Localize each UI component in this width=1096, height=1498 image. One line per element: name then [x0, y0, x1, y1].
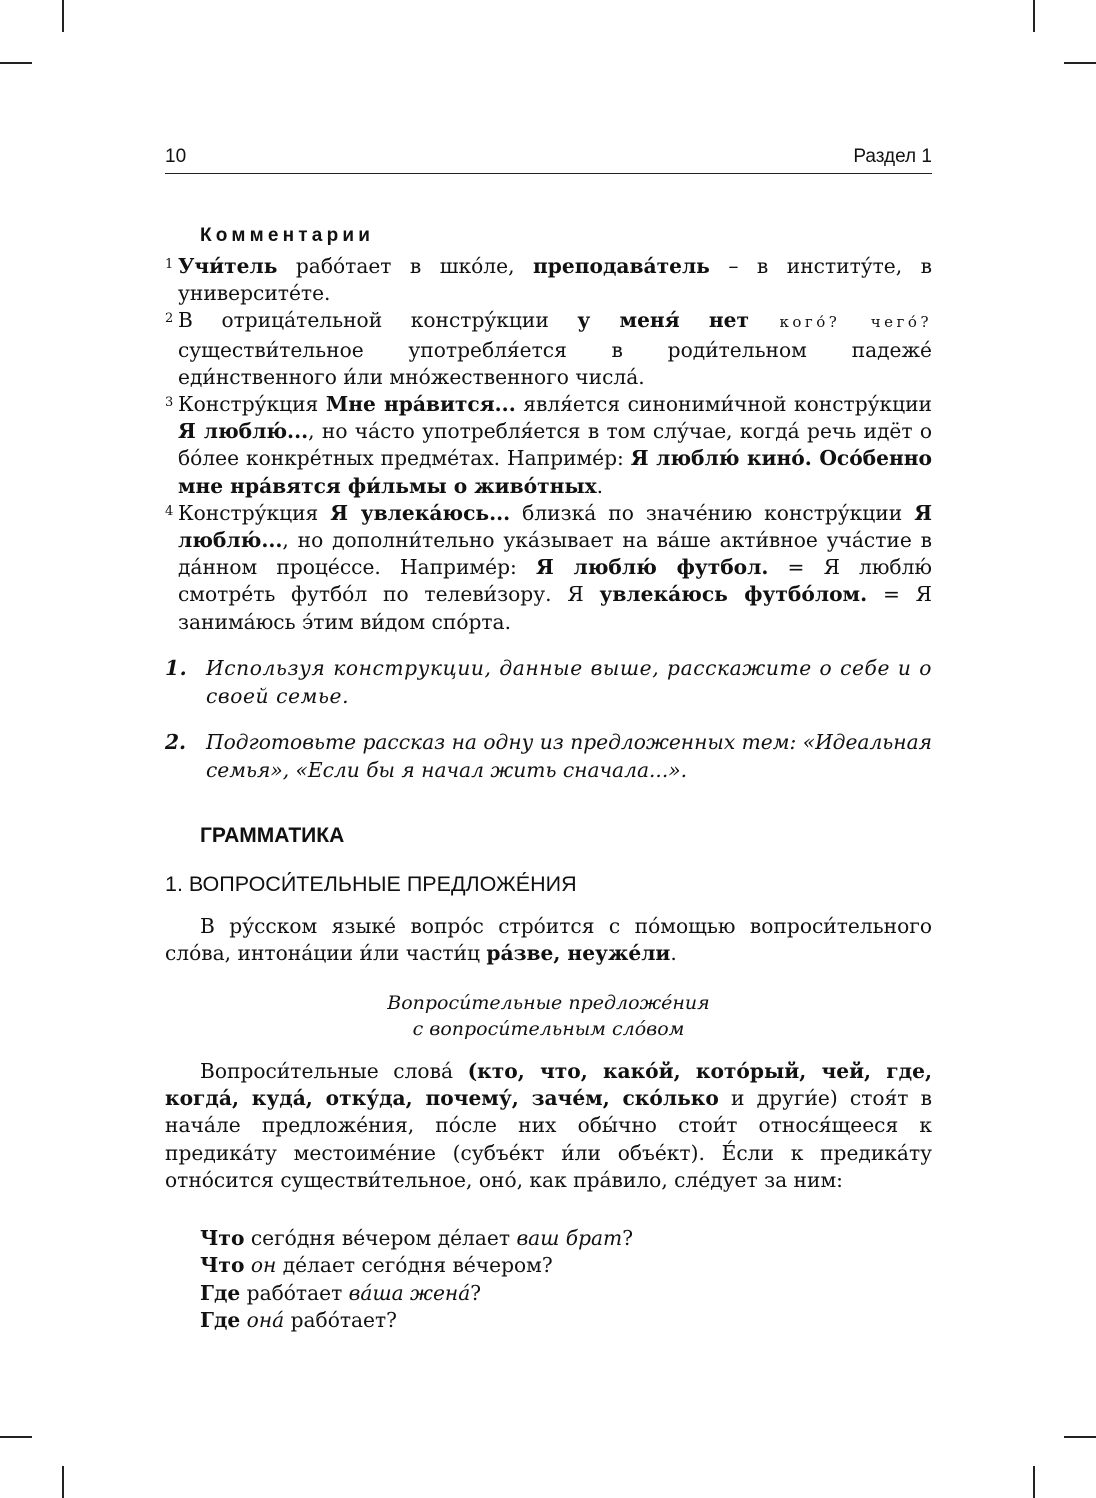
- example-italic: ва́ша жена́: [348, 1280, 471, 1305]
- example-text: рабо́тает: [240, 1280, 349, 1305]
- note-term: Я люблю́ кино́. Осо́бенно мне нра́вятся фи́льмы о живо́тных: [178, 446, 932, 498]
- example-italic: он: [250, 1253, 277, 1278]
- crop-mark: [62, 0, 64, 32]
- examples-list: [200, 1225, 932, 1335]
- note-text: рабо́тает в шко́ле,: [277, 254, 533, 278]
- crop-mark: [0, 62, 32, 64]
- crop-mark: [1064, 1436, 1096, 1438]
- para-text: .: [670, 941, 677, 966]
- note-term: Я люблю́...: [178, 419, 309, 444]
- note-number: 3: [165, 395, 174, 411]
- note-text: явля́ется синоними́чной констру́кции: [515, 392, 933, 417]
- note-spaced-text: кого́? чего́?: [748, 313, 932, 332]
- para-text: Вопроси́тельные слова́: [200, 1058, 468, 1083]
- note-term: у меня́ нет: [577, 308, 749, 333]
- comment-note: [165, 253, 932, 307]
- page-number: 10: [165, 146, 187, 167]
- task-item: [165, 654, 932, 710]
- comments-title: Комментарии: [200, 225, 375, 246]
- crop-mark: [1033, 1466, 1035, 1498]
- example-text: рабо́тает?: [284, 1307, 397, 1332]
- example-italic: она́: [246, 1307, 285, 1332]
- rule-paragraph: [165, 1058, 932, 1195]
- note-text: = Я люблю́ смотре́ть футбо́л по телеви́зору. Я: [178, 555, 932, 607]
- note-term: Я люблю́ футбол.: [535, 555, 769, 580]
- question-word: Где: [200, 1280, 241, 1305]
- example-line: [200, 1225, 932, 1252]
- example-line: [200, 1280, 932, 1307]
- note-text: Констру́кция: [178, 392, 326, 417]
- note-text: Констру́кция: [178, 500, 331, 525]
- question-word: Что: [200, 1253, 245, 1278]
- note-text: В отрица́тельной констру́кции: [178, 308, 578, 333]
- task-text: Подготовьте рассказ на одну из предложенных тем: «Идеальная семья», «Если бы я начал жить сначала...».: [206, 729, 932, 782]
- task-item: [165, 728, 932, 784]
- note-text: , но дополни́тельно ука́зывает на ва́ше акти́вное уча́стие в да́нном проце́ссе. Наприме́р:: [178, 528, 932, 580]
- note-term: Я люблю́...: [178, 500, 932, 553]
- comment-note: [165, 500, 932, 636]
- note-text: близка́ по значе́нию констру́кции: [510, 500, 915, 525]
- page-content: [165, 225, 932, 1334]
- grammar-title: ГРАММАТИКА: [200, 823, 345, 847]
- para-term: (кто, что, како́й, кото́рый, чей, где, когда́, куда́, отку́да, почему́, заче́м, ско́лько: [165, 1058, 932, 1111]
- crop-mark: [62, 1466, 64, 1498]
- question-word: Где: [200, 1307, 241, 1332]
- note-number: 2: [165, 311, 174, 327]
- intro-paragraph: [165, 913, 932, 968]
- note-number: 1: [165, 257, 174, 272]
- para-term: ра́зве, неуже́ли: [486, 941, 671, 966]
- note-text: , но ча́сто употребля́ется в том слу́чае, когда́ речь идёт о бо́лее конкре́тных предме́тах. Наприме́р:: [178, 419, 933, 471]
- crop-mark: [1033, 0, 1035, 32]
- example-text: ?: [470, 1280, 482, 1305]
- crop-mark: [1064, 62, 1096, 64]
- crop-mark: [0, 1436, 32, 1438]
- note-text: = Я занима́юсь э́тим ви́дом спо́рта.: [178, 582, 932, 634]
- example-italic: ваш брат: [516, 1225, 623, 1250]
- note-term: Мне нра́вится...: [325, 392, 516, 417]
- para-text: и други́е) стоя́т в нача́ле предложе́ния, по́сле них обы́чно стои́т относя́щееся к предика́ту местоиме́ние (субъе́кт и́ли объе́кт). Е́сли к предика́ту отно́сится существи́тельное, оно́, как пра́вило, сле́дует за ним:: [165, 1086, 932, 1193]
- example-text: сего́дня ве́чером де́лает: [244, 1225, 517, 1250]
- example-text: ?: [622, 1225, 634, 1250]
- comment-note: [165, 307, 932, 391]
- note-term: преподава́тель: [532, 254, 710, 278]
- centered-heading-line: Вопроси́тельные предложе́ния: [387, 991, 710, 1014]
- grammar-subtitle: 1. ВОПРОСИ́ТЕЛЬНЫЕ ПРЕДЛОЖЕ́НИЯ: [165, 871, 577, 896]
- example-line: [200, 1307, 932, 1334]
- note-text: .: [596, 473, 604, 498]
- comment-note: [165, 391, 932, 500]
- question-word: Что: [200, 1225, 245, 1250]
- note-number: 4: [165, 503, 174, 519]
- centered-heading-line: с вопроси́тельным сло́вом: [412, 1017, 685, 1040]
- example-text: де́лает сего́дня ве́чером?: [276, 1253, 553, 1278]
- para-text: В ру́сском языке́ вопро́с стро́ится с по́мощью вопроси́тельного сло́ва, интона́ции и́ли части́ц: [165, 913, 932, 966]
- task-number: 2.: [165, 729, 187, 754]
- note-term: Учи́тель: [178, 254, 278, 278]
- note-term: Я увлека́юсь...: [330, 500, 511, 525]
- centered-heading: [165, 990, 932, 1042]
- page-header: [165, 142, 932, 174]
- task-text: Используя конструкции, данные выше, расскажите о себе и о своей семье.: [206, 655, 932, 708]
- note-text: существи́тельное употребля́ется в роди́тельном падеже́ еди́нственного и́ли мно́жественного числа́.: [178, 337, 932, 389]
- example-line: [200, 1252, 932, 1279]
- note-text: – в институ́те, в университе́те.: [178, 254, 932, 306]
- task-number: 1.: [165, 655, 188, 680]
- note-term: увлека́юсь футбо́лом.: [599, 582, 868, 607]
- section-label: Раздел 1: [853, 146, 932, 167]
